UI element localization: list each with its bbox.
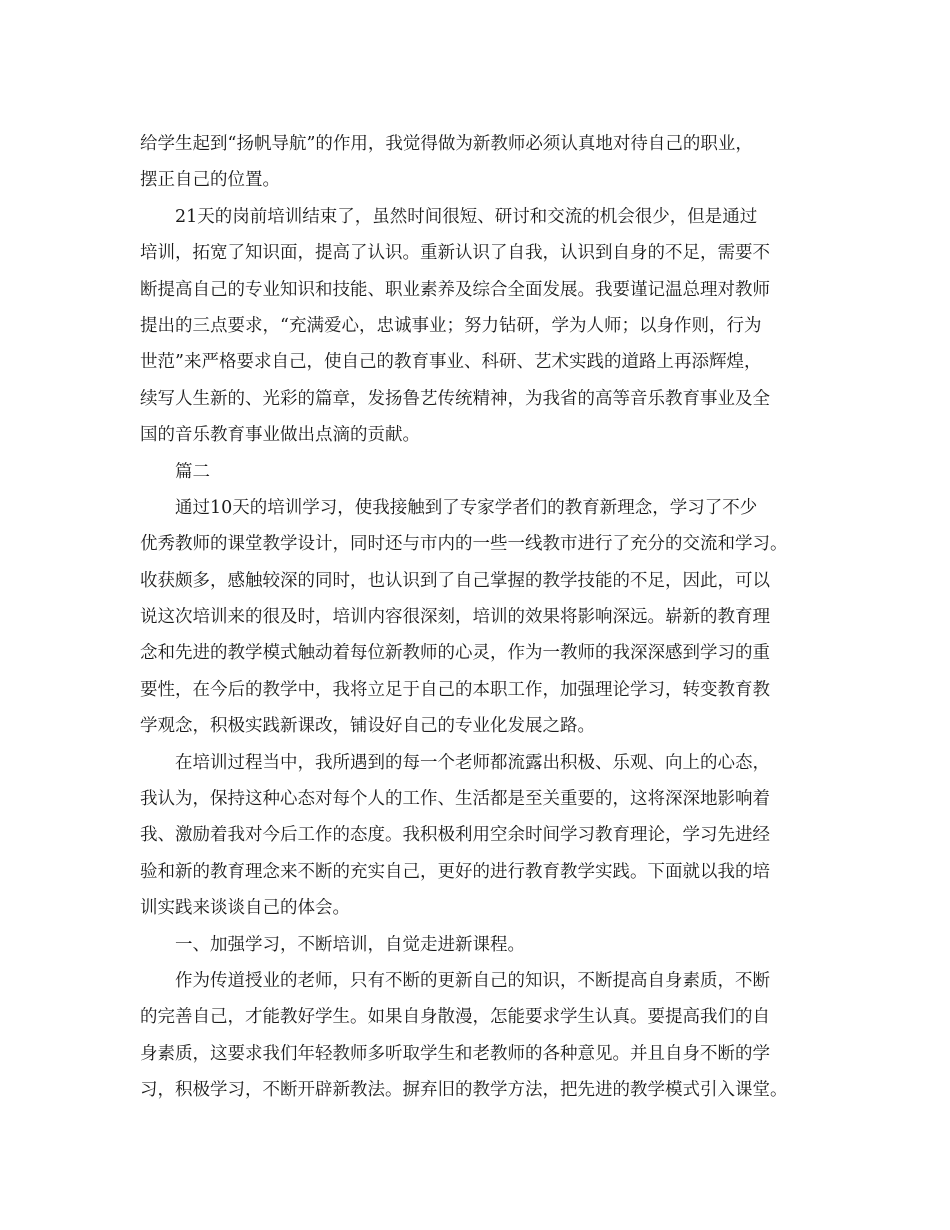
text-line: 优秀教师的课堂教学设计，同时还与市内的一些一线教市进行了充分的交流和学习。 bbox=[140, 534, 788, 555]
text-line: 国的音乐教育事业做出点滴的贡献。 bbox=[140, 425, 420, 446]
text-line: 学观念，积极实践新课改，铺设好自己的专业化发展之路。 bbox=[140, 716, 595, 737]
text-line: 培训，拓宽了知识面，提高了认识。重新认识了自我，认识到自身的不足，需要不 bbox=[140, 243, 770, 264]
document-body bbox=[140, 126, 820, 1109]
text-line: 验和新的教育理念来不断的充实自己，更好的进行教育教学实践。下面就以我的培 bbox=[140, 861, 770, 882]
text-line: 要性，在今后的教学中，我将立足于自己的本职工作，加强理论学习，转变教育教 bbox=[140, 679, 770, 700]
text-line: 世范”来严格要求自己，使自己的教育事业、科研、艺术实践的道路上再添辉煌， bbox=[140, 352, 762, 373]
text-line: 我、激励着我对今后工作的态度。我积极利用空余时间学习教育理论，学习先进经 bbox=[140, 825, 770, 846]
text-line: 训实践来谈谈自己的体会。 bbox=[140, 898, 350, 919]
text-line: 一、加强学习，不断培训，自觉走进新课程。 bbox=[175, 934, 525, 955]
text-line: 摆正自己的位置。 bbox=[140, 170, 280, 191]
text-line: 篇二 bbox=[175, 461, 210, 482]
text-line: 说这次培训来的很及时，培训内容很深刻，培训的效果将影响深远。崭新的教育理 bbox=[140, 607, 770, 628]
text-line: 我认为，保持这种心态对每个人的工作、生活都是至关重要的，这将深深地影响着 bbox=[140, 789, 770, 810]
text-line: 念和先进的教学模式触动着每位新教师的心灵，作为一教师的我深深感到学习的重 bbox=[140, 643, 770, 664]
text-line: 断提高自己的专业知识和技能、职业素养及综合全面发展。我要谨记温总理对教师 bbox=[140, 279, 770, 300]
text-line: 续写人生新的、光彩的篇章，发扬鲁艺传统精神，为我省的高等音乐教育事业及全 bbox=[140, 388, 770, 409]
text-line: 在培训过程当中，我所遇到的每一个老师都流露出积极、乐观、向上的心态， bbox=[175, 752, 770, 773]
text-line: 给学生起到“扬帆导航”的作用，我觉得做为新教师必须认真地对待自己的职业， bbox=[140, 134, 753, 154]
text-line: 作为传道授业的老师，只有不断的更新自己的知识，不断提高自身素质，不断 bbox=[175, 970, 770, 991]
text-line: 收获颇多，感触较深的同时，也认识到了自己掌握的教学技能的不足，因此，可以 bbox=[140, 570, 770, 591]
text-line: 21天的岗前培训结束了，虽然时间很短、研讨和交流的机会很少，但是通过 bbox=[175, 206, 758, 227]
text-line: 通过10天的培训学习，使我接触到了专家学者们的教育新理念，学习了不少 bbox=[175, 497, 758, 518]
text-line: 身素质，这要求我们年轻教师多听取学生和老教师的各种意见。并且自身不断的学 bbox=[140, 1043, 770, 1064]
text-line: 的完善自己，才能教好学生。如果自身散漫，怎能要求学生认真。要提高我们的自 bbox=[140, 1007, 770, 1028]
text-line: 习，积极学习，不断开辟新教法。摒弃旧的教学方法，把先进的教学模式引入课堂。 bbox=[140, 1080, 788, 1101]
text-line: 提出的三点要求，“充满爱心，忠诚事业；努力钻研，学为人师；以身作则，行为 bbox=[140, 315, 762, 336]
